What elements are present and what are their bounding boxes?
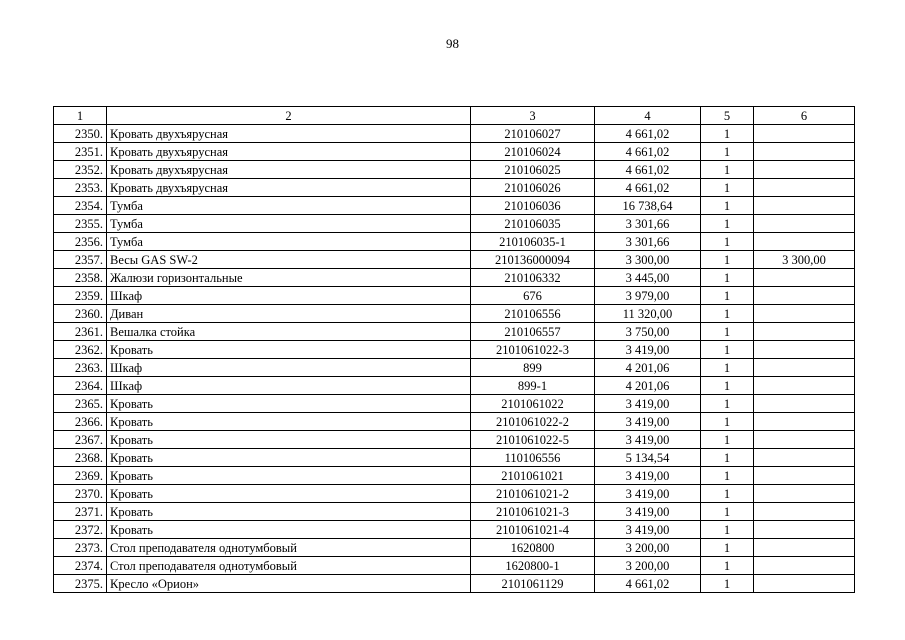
item-name: Кровать <box>107 395 471 413</box>
extra-value <box>754 179 855 197</box>
item-name: Тумба <box>107 197 471 215</box>
item-price: 16 738,64 <box>595 197 701 215</box>
item-quantity: 1 <box>701 485 754 503</box>
row-number: 2368. <box>54 449 107 467</box>
item-price: 3 979,00 <box>595 287 701 305</box>
extra-value <box>754 359 855 377</box>
item-name: Кресло «Орион» <box>107 575 471 593</box>
inventory-code: 2101061021-3 <box>471 503 595 521</box>
item-quantity: 1 <box>701 413 754 431</box>
row-number: 2369. <box>54 467 107 485</box>
inventory-code: 110106556 <box>471 449 595 467</box>
table-row <box>54 575 855 593</box>
inventory-code: 210106036 <box>471 197 595 215</box>
item-name: Кровать двухъярусная <box>107 161 471 179</box>
row-number: 2364. <box>54 377 107 395</box>
inventory-code: 210106556 <box>471 305 595 323</box>
table-row <box>54 557 855 575</box>
item-quantity: 1 <box>701 143 754 161</box>
row-number: 2359. <box>54 287 107 305</box>
row-number: 2358. <box>54 269 107 287</box>
table-row <box>54 125 855 143</box>
row-number: 2365. <box>54 395 107 413</box>
item-price: 5 134,54 <box>595 449 701 467</box>
item-price: 3 301,66 <box>595 233 701 251</box>
inventory-code: 1620800-1 <box>471 557 595 575</box>
item-name: Кровать <box>107 503 471 521</box>
inventory-code: 210106024 <box>471 143 595 161</box>
item-name: Кровать <box>107 521 471 539</box>
inventory-table <box>53 106 855 593</box>
item-quantity: 1 <box>701 305 754 323</box>
item-quantity: 1 <box>701 449 754 467</box>
table-row <box>54 431 855 449</box>
column-header-4: 4 <box>595 107 701 125</box>
table-row <box>54 269 855 287</box>
row-number: 2363. <box>54 359 107 377</box>
extra-value <box>754 539 855 557</box>
extra-value <box>754 323 855 341</box>
extra-value <box>754 161 855 179</box>
item-quantity: 1 <box>701 215 754 233</box>
item-price: 3 300,00 <box>595 251 701 269</box>
item-quantity: 1 <box>701 431 754 449</box>
item-quantity: 1 <box>701 269 754 287</box>
row-number: 2374. <box>54 557 107 575</box>
extra-value <box>754 575 855 593</box>
extra-value <box>754 233 855 251</box>
column-header-3: 3 <box>471 107 595 125</box>
item-name: Шкаф <box>107 359 471 377</box>
table-row <box>54 179 855 197</box>
inventory-code: 2101061022 <box>471 395 595 413</box>
item-quantity: 1 <box>701 359 754 377</box>
table-row <box>54 521 855 539</box>
inventory-code: 2101061021-2 <box>471 485 595 503</box>
table-row <box>54 251 855 269</box>
table-row <box>54 215 855 233</box>
table-row <box>54 143 855 161</box>
item-price: 11 320,00 <box>595 305 701 323</box>
row-number: 2357. <box>54 251 107 269</box>
table-row <box>54 161 855 179</box>
table-body <box>54 107 855 593</box>
item-name: Кровать <box>107 485 471 503</box>
page-number: 98 <box>446 36 459 51</box>
column-header-5: 5 <box>701 107 754 125</box>
row-number: 2370. <box>54 485 107 503</box>
inventory-code: 2101061129 <box>471 575 595 593</box>
item-name: Кровать двухъярусная <box>107 179 471 197</box>
row-number: 2362. <box>54 341 107 359</box>
row-number: 2350. <box>54 125 107 143</box>
table-row <box>54 539 855 557</box>
extra-value <box>754 431 855 449</box>
column-header-2: 2 <box>107 107 471 125</box>
row-number: 2361. <box>54 323 107 341</box>
row-number: 2375. <box>54 575 107 593</box>
inventory-code: 2101061022-3 <box>471 341 595 359</box>
extra-value <box>754 503 855 521</box>
inventory-code: 899 <box>471 359 595 377</box>
column-number-row <box>54 107 855 125</box>
item-quantity: 1 <box>701 179 754 197</box>
item-quantity: 1 <box>701 503 754 521</box>
item-price: 4 201,06 <box>595 359 701 377</box>
row-number: 2353. <box>54 179 107 197</box>
item-quantity: 1 <box>701 161 754 179</box>
item-price: 3 419,00 <box>595 341 701 359</box>
item-name: Кровать <box>107 431 471 449</box>
inventory-code: 2101061021 <box>471 467 595 485</box>
item-name: Весы GAS SW-2 <box>107 251 471 269</box>
item-name: Кровать <box>107 341 471 359</box>
inventory-code: 899-1 <box>471 377 595 395</box>
item-price: 4 201,06 <box>595 377 701 395</box>
table-row <box>54 341 855 359</box>
item-price: 3 200,00 <box>595 539 701 557</box>
table-row <box>54 305 855 323</box>
item-name: Кровать <box>107 449 471 467</box>
inventory-code: 210136000094 <box>471 251 595 269</box>
extra-value <box>754 557 855 575</box>
item-quantity: 1 <box>701 521 754 539</box>
item-name: Жалюзи горизонтальные <box>107 269 471 287</box>
item-quantity: 1 <box>701 539 754 557</box>
item-name: Кровать <box>107 413 471 431</box>
table-row <box>54 323 855 341</box>
table-row <box>54 377 855 395</box>
item-quantity: 1 <box>701 575 754 593</box>
item-quantity: 1 <box>701 395 754 413</box>
extra-value <box>754 215 855 233</box>
item-quantity: 1 <box>701 341 754 359</box>
inventory-code: 2101061022-5 <box>471 431 595 449</box>
item-quantity: 1 <box>701 467 754 485</box>
item-quantity: 1 <box>701 197 754 215</box>
extra-value <box>754 125 855 143</box>
item-price: 3 750,00 <box>595 323 701 341</box>
item-quantity: 1 <box>701 251 754 269</box>
item-price: 3 419,00 <box>595 431 701 449</box>
inventory-code: 1620800 <box>471 539 595 557</box>
item-quantity: 1 <box>701 377 754 395</box>
row-number: 2352. <box>54 161 107 179</box>
table-row <box>54 449 855 467</box>
item-price: 3 419,00 <box>595 503 701 521</box>
item-price: 4 661,02 <box>595 161 701 179</box>
item-price: 3 419,00 <box>595 521 701 539</box>
inventory-code: 210106557 <box>471 323 595 341</box>
item-name: Вешалка стойка <box>107 323 471 341</box>
item-quantity: 1 <box>701 125 754 143</box>
table-row <box>54 287 855 305</box>
table-row <box>54 467 855 485</box>
extra-value <box>754 305 855 323</box>
item-price: 4 661,02 <box>595 143 701 161</box>
item-price: 4 661,02 <box>595 125 701 143</box>
row-number: 2371. <box>54 503 107 521</box>
item-name: Кровать двухъярусная <box>107 125 471 143</box>
item-price: 3 419,00 <box>595 467 701 485</box>
item-price: 3 445,00 <box>595 269 701 287</box>
item-price: 3 200,00 <box>595 557 701 575</box>
item-quantity: 1 <box>701 323 754 341</box>
item-quantity: 1 <box>701 287 754 305</box>
inventory-code: 2101061022-2 <box>471 413 595 431</box>
table-row <box>54 413 855 431</box>
extra-value <box>754 413 855 431</box>
item-price: 3 419,00 <box>595 395 701 413</box>
item-name: Кровать двухъярусная <box>107 143 471 161</box>
inventory-code: 210106026 <box>471 179 595 197</box>
extra-value <box>754 521 855 539</box>
inventory-code: 210106332 <box>471 269 595 287</box>
row-number: 2366. <box>54 413 107 431</box>
extra-value <box>754 467 855 485</box>
item-quantity: 1 <box>701 233 754 251</box>
extra-value <box>754 485 855 503</box>
item-price: 3 419,00 <box>595 485 701 503</box>
extra-value <box>754 449 855 467</box>
row-number: 2372. <box>54 521 107 539</box>
inventory-code: 210106035-1 <box>471 233 595 251</box>
extra-value <box>754 341 855 359</box>
item-name: Тумба <box>107 215 471 233</box>
inventory-code: 210106035 <box>471 215 595 233</box>
item-name: Диван <box>107 305 471 323</box>
item-name: Кровать <box>107 467 471 485</box>
extra-value <box>754 377 855 395</box>
item-quantity: 1 <box>701 557 754 575</box>
row-number: 2354. <box>54 197 107 215</box>
table-row <box>54 359 855 377</box>
extra-value <box>754 287 855 305</box>
table-row <box>54 197 855 215</box>
item-price: 3 301,66 <box>595 215 701 233</box>
inventory-code: 210106027 <box>471 125 595 143</box>
inventory-code: 210106025 <box>471 161 595 179</box>
table-row <box>54 503 855 521</box>
row-number: 2373. <box>54 539 107 557</box>
column-header-6: 6 <box>754 107 855 125</box>
item-name: Шкаф <box>107 377 471 395</box>
row-number: 2351. <box>54 143 107 161</box>
table-row <box>54 233 855 251</box>
item-name: Стол преподавателя однотумбовый <box>107 539 471 557</box>
row-number: 2355. <box>54 215 107 233</box>
extra-value <box>754 395 855 413</box>
extra-value <box>754 143 855 161</box>
extra-value <box>754 269 855 287</box>
extra-value: 3 300,00 <box>754 251 855 269</box>
item-price: 4 661,02 <box>595 179 701 197</box>
inventory-code: 2101061021-4 <box>471 521 595 539</box>
item-name: Шкаф <box>107 287 471 305</box>
item-name: Стол преподавателя однотумбовый <box>107 557 471 575</box>
inventory-code: 676 <box>471 287 595 305</box>
table-row <box>54 395 855 413</box>
item-price: 4 661,02 <box>595 575 701 593</box>
item-price: 3 419,00 <box>595 413 701 431</box>
table-row <box>54 485 855 503</box>
row-number: 2356. <box>54 233 107 251</box>
extra-value <box>754 197 855 215</box>
column-header-1: 1 <box>54 107 107 125</box>
row-number: 2360. <box>54 305 107 323</box>
row-number: 2367. <box>54 431 107 449</box>
item-name: Тумба <box>107 233 471 251</box>
